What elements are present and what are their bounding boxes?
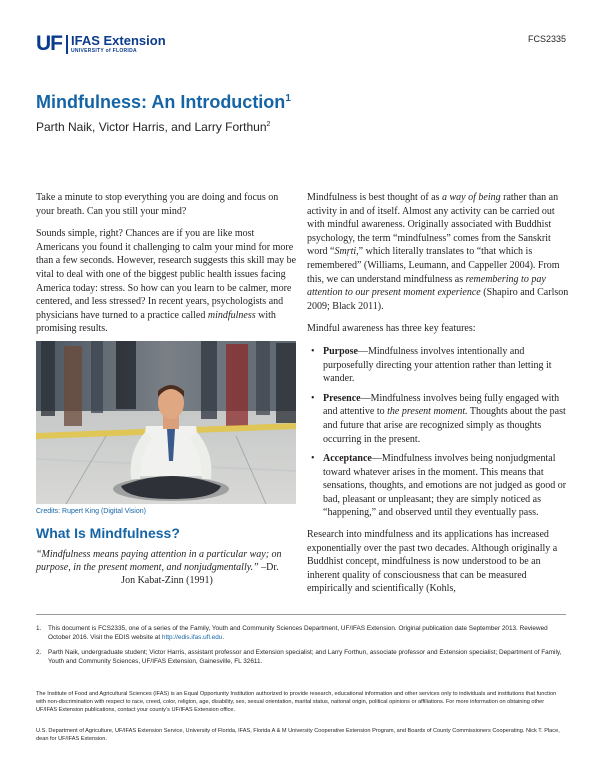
- logo-ifas-extension: IFAS Extension: [71, 33, 166, 48]
- intro-p2-text: Sounds simple, right? Chances are if you are like most Americans you found it challenging to calm your mind for more than a few seconds. However, research suggests this skill may be vital to deal with one of the biggest public health issues facing America today: stress. So how can you learn to be calmer, more centered, and less stressed? In recent years, psychologists and physicians have turned to a practice called: [36, 228, 297, 321]
- footnote-divider: [36, 614, 566, 615]
- usda-statement: U.S. Department of Agriculture, UF/IFAS Extension Service, University of Florida, IFAS, Florida A & M University Cooperative Extension Program, and Boards of County Commissioners Cooperating. Nick T. Place, dean for UF/IFAS Extension.: [36, 728, 560, 742]
- def-text-c: ” which literally translates to “that which is remembered” (Williams, Leumann, and Cappeller 2004). From this, we can understand mindfulness as: [307, 246, 560, 285]
- meditation-photo: [36, 341, 296, 504]
- footnote-text: [48, 624, 566, 642]
- page-header: [36, 34, 566, 58]
- authors-text: Parth Naik, Victor Harris, and Larry Forthun: [36, 120, 267, 134]
- research-paragraph: Research into mindfulness and its applications has increased exponentially over the past two decades. Although originally a Buddhist concept, mindfulness is now understood to be an inherent quality of consciousness that can be measured empirically and scientifically (Kohls,: [307, 529, 558, 595]
- footnote-2: [36, 648, 566, 666]
- intro-paragraph-1: Take a minute to stop everything you are doing and focus on your breath. Can you still your mind?: [36, 192, 279, 217]
- footnote-body: Parth Naik, undergraduate student; Victor Harris, assistant professor and Extension specialist; and Larry Forthun, associate professor and Extension specialist; Department of Family, Youth and Community Sciences, UF/IFAS Extension, Gainesville, FL 32611.: [48, 649, 562, 665]
- quote-attribution: Jon Kabat-Zinn (1991): [121, 575, 213, 586]
- feature-text: —Mindfulness involves intentionally and purposefully directing your attention rather than letting it wander.: [323, 345, 552, 385]
- intro-p2-emphasis: mindfulness: [207, 309, 256, 321]
- photo-caption: Credits: Rupert King (Digital Vision): [36, 508, 146, 515]
- footnote-body: This document is FCS2335, one of a series of the Family, Youth and Community Sciences Department, UF/IFAS Extension. Original publication date September 2013. Reviewed October 2016. Visit the EDIS website at: [48, 625, 548, 641]
- intro-p2-tail: with promising results.: [36, 309, 276, 335]
- footnote-number: 1.: [36, 625, 42, 632]
- footnote-number: 2.: [36, 649, 42, 656]
- edis-link[interactable]: http://edis.ifas.ufl.edu: [161, 634, 223, 641]
- logo-divider: [66, 35, 68, 54]
- feature-term: Presence: [323, 392, 361, 404]
- right-column: [307, 191, 569, 605]
- intro-paragraph-2: [36, 227, 298, 336]
- feature-text: —Mindfulness involves being nonjudgmental toward whatever arises in the moment. This means that sensations, thoughts, and emotions are not judged as good or bad, pleasant or unpleasant; they are simply noticed as “happening,” and observed until they eventually pass.: [323, 453, 567, 519]
- footnote-1: [36, 624, 566, 642]
- authors-footnote-ref[interactable]: 2: [266, 121, 271, 128]
- def-emphasis-smrti: Smṛti,: [334, 246, 359, 258]
- def-emphasis-way-of-being: a way of being: [442, 192, 501, 203]
- def-text-d: (Shapiro and Carlson 2009; Black 2011).: [307, 287, 569, 312]
- quote-dash: –Dr.: [258, 562, 279, 573]
- title-text: Mindfulness: An Introduction: [36, 92, 286, 112]
- footnotes: [36, 624, 566, 672]
- kabat-zinn-quote: [36, 548, 298, 587]
- feature-emphasis: the present moment.: [387, 406, 468, 418]
- definition-paragraph: [307, 191, 569, 313]
- quote-text: “Mindfulness means paying attention in a particular way; on purpose, in the present moment, and nonjudgmentally.”: [36, 549, 282, 573]
- authors-line: [36, 120, 270, 134]
- title-footnote-ref[interactable]: 1: [285, 93, 291, 104]
- def-text-b: rather than an activity in and of itself. Almost any activity can be carried out with mindful awareness. Originally associated with Buddhist psychology, the term “mindfulness” comes from the Sanskrit word “: [307, 192, 559, 258]
- document-id: FCS2335: [527, 34, 566, 44]
- list-item: [307, 392, 569, 446]
- features-list: [307, 345, 569, 520]
- logo-text: [71, 34, 166, 54]
- features-intro: Mindful awareness has three key features:: [307, 323, 476, 335]
- def-text-a: Mindfulness is best thought of as: [307, 192, 442, 203]
- feature-term: Purpose: [323, 345, 358, 357]
- logo-uf-mark: UF: [36, 32, 62, 55]
- def-emphasis-remembering: remembering to pay attention to our present moment experience: [307, 273, 546, 299]
- list-item: [307, 345, 569, 386]
- feature-text: —Mindfulness involves being fully engaged with and attentive to: [323, 392, 560, 418]
- uf-ifas-logo: [36, 34, 166, 54]
- left-column-intro: [36, 191, 298, 345]
- list-item: [307, 452, 569, 520]
- feature-text-tail: Thoughts about the past and future that arise are recognized simply as thoughts occurring in the present.: [323, 406, 566, 445]
- section-heading-what-is-mindfulness: What Is Mindfulness?: [36, 525, 180, 541]
- page-title: [36, 92, 291, 113]
- logo-university: UNIVERSITY of FLORIDA: [71, 48, 137, 54]
- footnote-end: .: [222, 634, 225, 641]
- feature-term: Acceptance: [323, 453, 372, 465]
- equal-opportunity-disclaimer: The Institute of Food and Agricultural Sciences (IFAS) is an Equal Opportunity Institution authorized to provide research, educational information and other services only to individuals and institutions that function with non-discrimination with respect to race, creed, color, religion, age, disability, sex, sexual orientation, marital status, national origin, political opinions or affiliations. For more information on obtaining other UF/IFAS Extension publications, contact your county’s UF/IFAS Extension office.: [36, 691, 557, 713]
